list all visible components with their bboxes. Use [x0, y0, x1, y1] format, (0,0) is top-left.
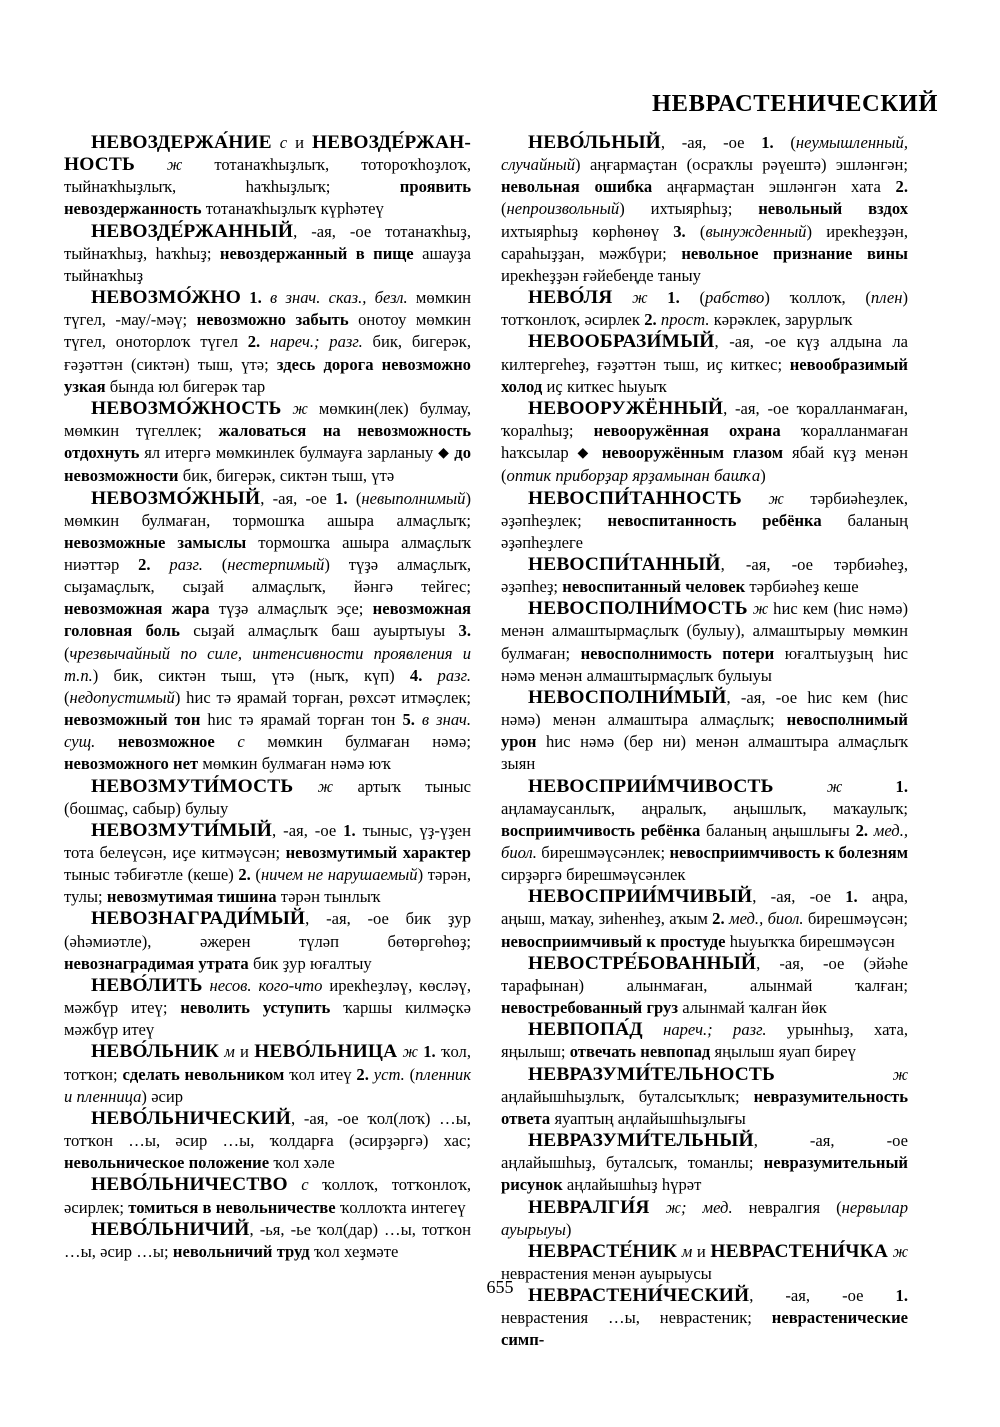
- entry-headword: НЕВО́ЛИТЬ: [91, 974, 203, 996]
- sense-number: 1.: [895, 1286, 908, 1306]
- example-phrase: невольное признание вины: [681, 243, 908, 263]
- entry-headword: НЕВПОПА́Д: [528, 1019, 643, 1041]
- translation-text: [742, 489, 768, 508]
- example-phrase: восприимчивость ребёнка: [501, 820, 701, 840]
- left-column: [64, 132, 471, 1352]
- page-number: 655: [486, 1277, 514, 1297]
- example-phrase: невознаградимая утрата: [64, 953, 249, 973]
- grammar-label: нестерпимый: [227, 554, 325, 574]
- translation-text: и: [692, 1241, 711, 1261]
- grammar-label: ж: [752, 599, 769, 619]
- dictionary-entry: [501, 687, 908, 776]
- sense-number: 1.: [249, 288, 262, 308]
- grammar-label: оптик приборҙар ярҙамынан башҡа: [506, 466, 761, 486]
- entry-headword: НЕВОЗНАГРАДИ́МЫЙ: [91, 908, 306, 930]
- translation-text: ял итергә мөмкинлек булмауға зарланыу: [139, 443, 439, 463]
- translation-text: ) бик, сиктән тыш, үтә (ныҡ, күп): [92, 665, 410, 685]
- example-phrase: невозможная жара: [64, 599, 210, 619]
- sense-number: 2.: [138, 554, 151, 574]
- translation-text: һис кем (һис нәмә) менән алмаштырмаҫлыҡ (булыу), алмаштырыу мөмкин булмаған;: [501, 599, 908, 663]
- dictionary-entry: [64, 287, 471, 398]
- entry-headword: НЕВРАСТЕ́НИК: [528, 1240, 678, 1262]
- sense-number: 2.: [238, 865, 251, 885]
- example-phrase: томиться в невольничестве: [128, 1197, 336, 1217]
- translation-text: [95, 732, 118, 751]
- grammar-label: нервылар ауырыуы: [501, 1197, 908, 1239]
- translation-text: яуаптың аңлайышһыҙлығы: [550, 1108, 746, 1128]
- translation-text: [415, 710, 422, 729]
- grammar-label: вынужденный: [705, 221, 807, 241]
- translation-text: ) мөмкин булмаған, тормошҡа ашыра алмаҫлыҡ;: [64, 488, 471, 530]
- translation-text: [272, 133, 280, 152]
- translation-text: , -ая, -ое ҡоралланмаған, ҡоралһыҙ;: [501, 398, 908, 441]
- example-phrase: проявить невоздержанность: [64, 177, 471, 219]
- translation-text: [774, 777, 827, 796]
- grammar-label: м: [681, 1241, 693, 1261]
- entry-headword: НЕВОЗМО́ЖНЫЙ: [91, 487, 261, 509]
- sense-number: 5.: [402, 710, 415, 730]
- translation-text: ирекһеҙләү, көсләү, мәжбүр итеү;: [64, 975, 471, 1018]
- grammar-label: непроизвольный: [506, 199, 620, 219]
- grammar-label: ж;: [665, 1197, 687, 1217]
- dictionary-entry: [501, 132, 908, 287]
- translation-text: урынһыҙ, хата, яңылыш;: [501, 1020, 908, 1062]
- translation-text: [687, 1198, 703, 1217]
- translation-text: тотанаҡһыҙлыҡ, тотороҡһоҙлоҡ, тыйнаҡһыҙлыҡ, һаҡһыҙлыҡ;: [64, 155, 472, 197]
- example-phrase: невозможная головная боль: [64, 599, 471, 641]
- example-phrase: невосприимчивый к простуде: [501, 931, 726, 951]
- entry-headword: НЕВООРУЖЁННЫЙ: [528, 397, 724, 419]
- example-phrase: невостребованный груз: [501, 998, 678, 1018]
- dictionary-entry: [64, 776, 471, 820]
- page-columns: [64, 132, 938, 1352]
- dictionary-entry: [64, 132, 471, 221]
- grammar-label: несов. кого-что: [209, 975, 323, 995]
- entry-headword: НЕВОСТРЕ́БОВАННЫЙ: [528, 952, 757, 974]
- example-phrase: невозмутимая тишина: [106, 887, 277, 907]
- translation-text: һыуыҡҡа бирешмәүсән: [725, 931, 895, 951]
- grammar-label: невыполнимый: [361, 488, 466, 508]
- translation-text: невралгия (: [732, 1197, 842, 1217]
- grammar-label: чрезвычайный по силе, интенсивности проявления и т.п.: [64, 643, 471, 685]
- translation-text: юғалтыуҙың һис нәмә менән алмаштырмаҫлыҡ булыуы: [501, 643, 909, 685]
- translation-text: (: [773, 133, 796, 152]
- dictionary-entry: [501, 1019, 908, 1063]
- entry-headword: НЕВРАЗУМИ́ТЕЛЬНЫЙ: [528, 1130, 754, 1152]
- translation-text: ябай күҙ менән (: [501, 443, 908, 486]
- entry-headword: НЕВОЗДЕ́РЖАННЫЙ: [91, 220, 294, 242]
- entry-headword: НЕВРАЛГИ́Я: [528, 1196, 650, 1218]
- dictionary-entry: [64, 908, 471, 974]
- example-phrase: невосприимчивость к болезням: [669, 843, 908, 862]
- translation-text: ихтыярһыҙ көрһөнөү: [501, 221, 674, 241]
- translation-text: тыныс, үҙ-үҙен тота белеүсән, иҫе китмәүсән;: [64, 820, 471, 862]
- dictionary-entry: [501, 331, 908, 397]
- translation-text: тормошҡа ашыра алмаҫлыҡ ниәттәр: [64, 532, 471, 574]
- entry-headword: НЕВРАСТЕНИ́ЧЕСКИЙ: [528, 1285, 750, 1307]
- translation-text: (: [64, 687, 70, 707]
- dictionary-entry: [501, 1130, 908, 1196]
- entry-headword: НЕВРАЗУМИ́ТЕЛЬНОСТЬ: [528, 1063, 775, 1085]
- translation-text: аңламаусанлыҡ, аңралыҡ, аңышлыҡ, маҡаулыҡ;: [501, 798, 908, 818]
- grammar-label: ж: [317, 776, 334, 796]
- translation-text: [422, 666, 437, 685]
- grammar-label: мед.: [702, 1197, 733, 1217]
- grammar-label: мед., биол.: [728, 909, 804, 929]
- grammar-label: пленник и пленница: [64, 1064, 471, 1106]
- translation-text: [293, 777, 317, 796]
- grammar-label: с: [301, 1175, 309, 1195]
- sense-number: 2.: [247, 332, 261, 352]
- translation-text: неврастения менән ауырыусы: [501, 1263, 712, 1283]
- grammar-label: разг.: [437, 665, 472, 685]
- translation-text: , -ая, -ое: [272, 820, 344, 840]
- sense-number: 1.: [667, 288, 680, 308]
- grammar-label: нареч.;: [269, 332, 320, 352]
- dictionary-entry: [501, 953, 908, 1019]
- translation-text: [203, 976, 210, 995]
- translation-text: ) аңғармаҫтан (осраҡлы рәүештә) эшләнгән;: [575, 155, 908, 175]
- sense-number: 2.: [644, 310, 657, 330]
- dictionary-entry: [501, 1064, 908, 1130]
- translation-text: ): [760, 466, 766, 486]
- sense-number: 2.: [895, 177, 908, 197]
- grammar-label: рабство: [704, 288, 765, 308]
- entry-headword: НЕВО́ЛЬНИЧИЙ: [91, 1218, 250, 1240]
- grammar-label: ж: [632, 288, 648, 308]
- diamond-icon: ◆: [577, 446, 593, 462]
- translation-text: ҡол итеү: [284, 1064, 357, 1084]
- translation-text: , -ая, -ое аңлайышһыҙ, буталсыҡ, томанлы;: [501, 1131, 908, 1173]
- translation-text: , -ая, -ое: [752, 887, 846, 907]
- grammar-label: ж: [892, 1064, 908, 1084]
- translation-text: [713, 1020, 733, 1039]
- translation-text: неврастения …ы, неврастеник;: [501, 1308, 772, 1328]
- grammar-label: в знач. сказ., безл.: [270, 288, 408, 308]
- dictionary-entry: [501, 488, 908, 554]
- example-phrase: невоздержанный в пище: [219, 243, 414, 263]
- example-phrase: невозможного нет: [64, 754, 199, 774]
- example-phrase: невооружённая охрана: [593, 421, 781, 441]
- translation-text: онотоу мөмкин түгел, оноторлоҡ түгел: [64, 310, 471, 352]
- translation-text: аңра, аңыш, маҡау, зиһенһеҙ, аҡым: [501, 887, 908, 929]
- running-head: НЕВРАСТЕНИЧЕСКИЙ: [651, 90, 938, 117]
- translation-text: [842, 777, 895, 796]
- example-phrase: невообразимый холод: [501, 354, 908, 396]
- translation-text: ҡол хеҙмәте: [309, 1241, 399, 1261]
- example-phrase: невольническое положение: [64, 1153, 270, 1173]
- translation-text: , -ая, -ое: [260, 488, 336, 508]
- translation-text: , -ая, -ое ҡол(лоҡ) …ы, тотҡон …ы, әсир …ы, ҡолдарға (әсирҙәргә) хас;: [64, 1108, 471, 1151]
- translation-text: (: [347, 488, 362, 508]
- translation-text: алынмай ҡалған йөк: [678, 998, 827, 1018]
- translation-text: мөмкин булмаған нәмә;: [244, 732, 471, 752]
- translation-text: [151, 555, 170, 574]
- translation-text: ) тәрән, тулы;: [64, 865, 472, 907]
- example-phrase: невразумительный рисунок: [501, 1153, 908, 1195]
- translation-text: баланың әҙәпһеҙлеге: [501, 510, 908, 552]
- translation-text: аңлайышһыҙлыҡ, буталсыҡлыҡ;: [501, 1086, 754, 1106]
- sense-number: 1.: [423, 1042, 436, 1062]
- diamond-icon: ◆: [438, 446, 450, 462]
- translation-text: , -ая, -ое: [660, 133, 762, 152]
- translation-text: [281, 399, 292, 418]
- translation-text: ): [565, 1219, 572, 1239]
- entry-headword: НЕВО́ЛЬНИЦА: [254, 1041, 398, 1063]
- translation-text: яңылыш яуап биреү: [710, 1042, 856, 1062]
- dictionary-entry: [501, 398, 908, 488]
- translation-text: [775, 1065, 893, 1084]
- translation-text: һис тә ярамай торған тон: [200, 710, 403, 730]
- translation-text: тыныс тәбиғәтле (кеше): [64, 865, 239, 885]
- translation-text: ҡаршы килмәҫкә мәжбүр итеү: [64, 998, 471, 1040]
- entry-headword: НЕВОЗДЕ́РЖАН-НОСТЬ: [64, 132, 471, 176]
- translation-text: ҡоллоҡ, тотҡонлоҡ, әсирлек;: [64, 1175, 471, 1217]
- translation-text: , -ья, -ье ҡол(дар) …ы, тотҡон …ы, әсир …ы;: [64, 1219, 471, 1261]
- translation-text: [135, 155, 167, 174]
- right-column: [501, 132, 908, 1352]
- entry-headword: НЕВОЗМУТИ́МЫЙ: [91, 819, 273, 841]
- translation-text: , -ая, -ое (эйәһе тарафынан) алынмаған, алынмай ҡалған;: [501, 953, 908, 995]
- translation-text: бик, бигерәк, сиктән тыш, үтә: [178, 466, 395, 486]
- dictionary-entry: [64, 221, 471, 287]
- sense-number: 1.: [343, 820, 356, 840]
- dictionary-entry: [64, 1219, 471, 1263]
- example-phrase: здесь дорога невозможно узкая: [64, 354, 471, 396]
- translation-text: (: [404, 1064, 416, 1084]
- dictionary-entry: [64, 398, 471, 488]
- grammar-label: ж: [292, 398, 308, 418]
- entry-headword: НЕВОЗМО́ЖНОСТЬ: [91, 397, 282, 419]
- translation-text: [260, 332, 270, 351]
- translation-text: тәрбиәһеҙ кеше: [745, 577, 859, 597]
- dictionary-entry: [64, 1174, 471, 1218]
- translation-text: (: [202, 554, 228, 574]
- dictionary-entry: [501, 598, 908, 687]
- translation-text: ҡоралланмаған һаҡсылар: [501, 421, 908, 463]
- translation-text: һис нәмә (бер ни) менән алмаштыра алмаҫлыҡ зыян: [501, 732, 908, 774]
- entry-headword: НЕВО́ЛЬНИЧЕСКИЙ: [91, 1107, 291, 1129]
- example-phrase: до невозможности: [64, 443, 471, 486]
- translation-text: сирҙәргә бирешмәүсәнлек: [501, 865, 686, 885]
- dictionary-entry: [501, 886, 908, 952]
- grammar-label: с: [279, 133, 288, 152]
- sense-number: 2.: [855, 820, 869, 840]
- translation-text: бик, бигерәк, ғәҙәттән (сиктән) тыш, үтә;: [64, 332, 471, 374]
- example-phrase: жаловаться на невозможность отдохнуть: [64, 421, 471, 463]
- entry-headword: НЕВОЗМО́ЖНО: [91, 287, 242, 309]
- sense-number: 4.: [409, 665, 423, 685]
- translation-text: түҙә алмаҫлыҡ эҫе;: [209, 599, 373, 619]
- sense-number: 2.: [712, 909, 725, 929]
- dictionary-entry: [64, 1041, 471, 1107]
- grammar-label: разг.: [329, 332, 363, 352]
- translation-text: , -ая, -ое: [749, 1286, 896, 1306]
- entry-headword: НЕВОЗДЕРЖА́НИЕ: [91, 132, 272, 153]
- example-phrase: невооружённым глазом: [601, 443, 784, 463]
- grammar-label: ж: [402, 1042, 418, 1062]
- entry-headword: НЕВОЗМУТИ́МОСТЬ: [91, 775, 294, 797]
- sense-number: 2.: [356, 1064, 369, 1084]
- translation-text: бирешмәүсәнлек;: [536, 843, 670, 862]
- example-phrase: невозможные замыслы: [64, 532, 247, 552]
- grammar-label: в знач. сущ.: [64, 710, 471, 752]
- translation-text: (: [679, 288, 705, 308]
- example-phrase: отвечать невпопад: [569, 1042, 711, 1062]
- grammar-label: прост.: [660, 310, 710, 330]
- translation-text: ирекһеҙҙән ғәйебеңде таныу: [501, 265, 701, 285]
- entry-headword: НЕВО́ЛЬНИК: [91, 1041, 219, 1063]
- sense-number: 1.: [335, 488, 348, 508]
- example-phrase: невоспитанность ребёнка: [607, 510, 822, 530]
- example-phrase: невозможно забыть: [196, 310, 349, 330]
- grammar-label: м: [224, 1042, 235, 1062]
- entry-headword: НЕВОСПРИИ́МЧИВОСТЬ: [528, 775, 774, 797]
- translation-text: бик ҙур юғалтыу: [248, 953, 372, 973]
- translation-text: ашауҙа тыйнаҡһыҙ: [64, 243, 471, 285]
- grammar-label: с: [237, 732, 245, 752]
- dictionary-entry: [501, 554, 908, 598]
- entry-headword: НЕВОСПИ́ТАННОСТЬ: [528, 487, 742, 509]
- example-phrase: невоспитанный человек: [562, 577, 746, 597]
- dictionary-entry: [64, 820, 471, 909]
- translation-text: (: [685, 221, 706, 241]
- grammar-label: недопустимый: [69, 687, 175, 707]
- entry-headword: НЕВО́ЛЬНИЧЕСТВО: [91, 1174, 288, 1196]
- translation-text: [648, 288, 668, 307]
- example-phrase: сделать невольником: [122, 1064, 285, 1084]
- translation-text: ҡол, тотҡон;: [64, 1042, 471, 1084]
- dictionary-entry: [64, 975, 471, 1041]
- translation-text: тәрбиәһеҙлек, әҙәпһеҙлек;: [501, 488, 908, 530]
- example-phrase: невозможное: [117, 732, 215, 752]
- sense-number: 1.: [761, 133, 774, 152]
- translation-text: ) әсир: [141, 1086, 184, 1106]
- sense-number: 3.: [673, 221, 686, 241]
- example-phrase: неврастенические симп-: [501, 1308, 908, 1350]
- translation-text: и: [234, 1042, 255, 1062]
- grammar-label: ж: [892, 1241, 909, 1261]
- entry-headword: НЕВОСПИ́ТАННЫЙ: [528, 553, 721, 575]
- grammar-label: разг.: [733, 1020, 767, 1040]
- translation-text: [320, 332, 330, 351]
- grammar-label: ж: [166, 155, 183, 175]
- example-phrase: невозмутимый характер: [285, 843, 471, 862]
- grammar-label: разг.: [169, 554, 203, 574]
- grammar-label: уст.: [373, 1064, 405, 1084]
- translation-text: ) ихтыярһыҙ;: [619, 199, 759, 219]
- example-phrase: невольничий труд: [172, 1241, 310, 1261]
- example-phrase: невосполнимость потери: [580, 643, 775, 663]
- translation-text: ҡоллоҡта интегеү: [335, 1197, 466, 1217]
- entry-headword: НЕВОСПОЛНИ́МОСТЬ: [528, 598, 748, 620]
- translation-text: , -ая, -ое күҙ алдына ла килтергеһеҙ, ғәҙәттән тыш, иҫ киткес;: [501, 332, 908, 374]
- translation-text: [288, 1175, 302, 1194]
- translation-text: мөмкин түгел, -мау/-мәү;: [64, 288, 472, 330]
- grammar-label: неумышленный, случайный: [501, 133, 908, 175]
- sense-number: 1.: [895, 776, 908, 796]
- translation-text: [643, 1020, 663, 1039]
- entry-headword: НЕВООБРАЗИ́МЫЙ: [528, 331, 715, 353]
- example-phrase: невольная ошибка: [501, 177, 653, 197]
- grammar-label: мед., биол.: [501, 820, 908, 862]
- dictionary-entry: [501, 287, 908, 331]
- translation-text: и: [287, 133, 312, 152]
- translation-text: бында юл бигерәк тар: [105, 376, 266, 396]
- dictionary-entry: [501, 776, 908, 887]
- grammar-label: нареч.;: [663, 1020, 713, 1040]
- grammar-label: плен: [870, 288, 903, 308]
- entry-headword: НЕВО́ЛЯ: [528, 287, 613, 309]
- translation-text: [593, 443, 602, 462]
- dictionary-entry: [501, 1197, 908, 1241]
- translation-text: мөмкин(лек) булмау, мөмкин түгеллек;: [64, 398, 472, 441]
- translation-text: [215, 732, 238, 751]
- translation-text: сыҙай алмаҫлыҡ баш ауыртыуы: [179, 621, 459, 641]
- example-phrase: неволить уступить: [180, 998, 331, 1018]
- grammar-label: ж: [826, 776, 843, 796]
- translation-text: ) ҡоллоҡ, (: [764, 288, 871, 308]
- example-phrase: невольный вздох: [758, 199, 908, 219]
- example-phrase: невразумительность ответа: [501, 1086, 908, 1128]
- grammar-label: ж: [768, 488, 784, 508]
- translation-text: ) ирекһеҙҙән, сараһыҙҙан, мәжбүри;: [501, 221, 908, 263]
- translation-text: , -ая, -ое тотанаҡһыҙ, тыйнаҡһыҙ, һаҡһыҙ;: [64, 221, 471, 263]
- entry-headword: НЕВРАСТЕНИ́ЧКА: [710, 1240, 888, 1262]
- translation-text: (: [501, 199, 507, 219]
- entry-headword: НЕВОСПОЛНИ́МЫЙ: [528, 686, 727, 708]
- translation-text: ҡол хәле: [269, 1153, 335, 1173]
- translation-text: ) тотҡонлоҡ, әсирлек: [501, 288, 908, 330]
- translation-text: , -ая, -ое бик ҙур (әһәмиәтле), әжерен түләп бөтөргөһөҙ;: [64, 909, 471, 951]
- translation-text: ) түҙә алмаҫлыҡ, сыҙамаҫлыҡ, сыҙай алмаҫлыҡ, йәнгә тейгес;: [64, 554, 471, 597]
- translation-text: артыҡ тыныс (бошмаҫ, сабыр) булыу: [64, 776, 471, 818]
- translation-text: мөмкин булмаған нәмә юҡ: [198, 754, 391, 774]
- translation-text: , -ая, -ое тәрбиәһеҙ, әҙәпһеҙ;: [501, 554, 908, 597]
- grammar-label: ничем не нарушаемый: [260, 865, 418, 885]
- entry-headword: НЕВОСПРИИ́МЧИВЫЙ: [528, 886, 753, 908]
- translation-text: (: [64, 643, 70, 663]
- translation-text: , -ая, -ое һис кем (һис нәмә) менән алмаштыра алмаҫлыҡ;: [501, 687, 908, 730]
- translation-text: иҫ киткес һыуыҡ: [542, 376, 667, 396]
- translation-text: баланың аңышлығы: [700, 820, 856, 840]
- translation-text: бирешмәүсән;: [803, 909, 908, 929]
- translation-text: [650, 1198, 666, 1217]
- dictionary-entry: [64, 1108, 471, 1174]
- example-phrase: невосполнимый урон: [501, 710, 908, 752]
- translation-text: [612, 288, 632, 307]
- dictionary-entry: [64, 488, 471, 776]
- translation-text: тәрән тынлыҡ: [276, 887, 381, 907]
- translation-text: тотанаҡһыҙлыҡ күрһәтеү: [201, 199, 384, 219]
- translation-text: аңлайышһыҙ һүрәт: [562, 1175, 702, 1195]
- entry-headword: НЕВО́ЛЬНЫЙ: [528, 132, 661, 153]
- example-phrase: невозможный тон: [64, 710, 201, 730]
- translation-text: (: [250, 865, 261, 885]
- translation-text: аңғармаҫтан эшләнгән хата: [652, 177, 896, 197]
- translation-text: кәрәклек, зарурлыҡ: [709, 310, 853, 330]
- translation-text: [262, 288, 270, 307]
- sense-number: 1.: [845, 887, 858, 907]
- translation-text: ) һис тә ярамай торған, рөхсәт итмәҫлек;: [174, 687, 471, 707]
- sense-number: 3.: [458, 621, 471, 641]
